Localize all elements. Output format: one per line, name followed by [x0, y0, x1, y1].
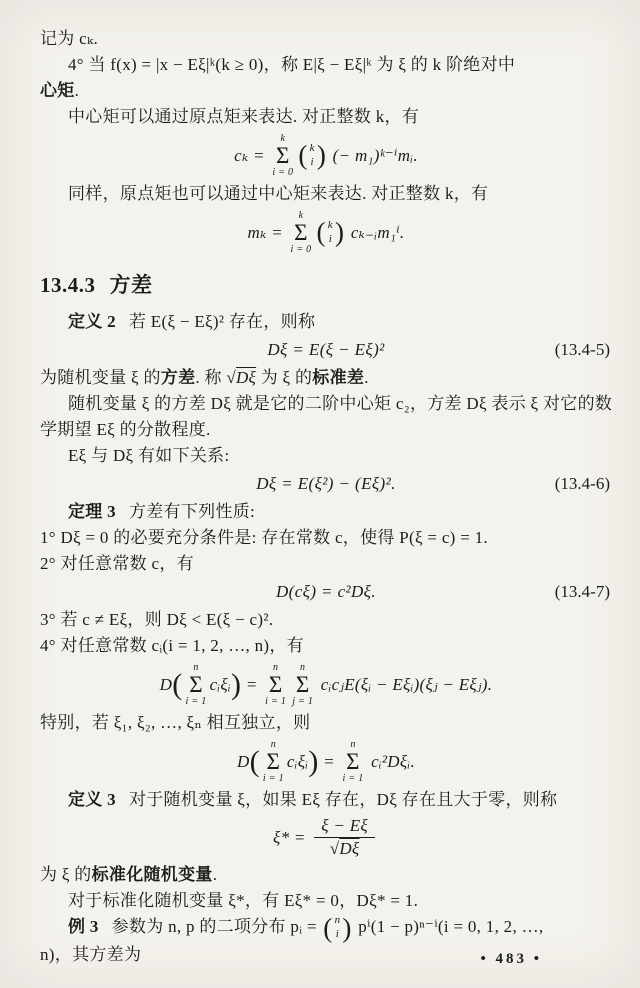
summation [186, 662, 207, 707]
property-4-line [40, 633, 612, 659]
sum-upper-limit: n [300, 662, 306, 673]
bold-term: 心矩 [40, 81, 75, 100]
sigma-symbol: Σ [189, 672, 203, 697]
line-text: . [364, 368, 369, 387]
equation-number: (13.4-6) [554, 474, 610, 493]
theorem-3-line [40, 499, 612, 525]
formula-rhs: cᵢcⱼE(ξᵢ − Eξᵢ)(ξⱼ − Eξⱼ). [316, 674, 493, 694]
line-text: 学期望 Eξ 的分散程度. [40, 420, 211, 439]
section-heading [40, 269, 612, 299]
sigma-symbol: Σ [266, 749, 281, 774]
summation [290, 210, 311, 255]
line-text: 4° 当 f(x) = |x − Eξ|ᵏ(k ≥ 0)，称 E|ξ − Eξ|ᵏ 为 ξ 的 k 阶绝对中 [68, 55, 516, 74]
body-line [40, 710, 612, 736]
equation-number: (13.4-5) [554, 340, 610, 359]
sum-argument: cᵢξᵢ [209, 674, 231, 694]
line-text: 3° 若 c ≠ Eξ，则 Dξ < E(ξ − c)². [40, 610, 274, 629]
sum-lower-limit: i = 0 [272, 167, 294, 178]
equation-number: (13.4-7) [554, 582, 610, 601]
line-text: . 称 [195, 368, 227, 387]
line-text: 对于标准化随机变量 ξ*，有 Eξ* = 0，Dξ* = 1. [68, 891, 419, 910]
formula-origin-moment-from-central [40, 210, 612, 255]
line-text: 为 ξ 的 [256, 368, 313, 387]
radicand: Dξ [339, 839, 360, 858]
radicand: Dξ [235, 368, 257, 387]
formula-rhs: cₖ₋ᵢm₁ⁱ. [346, 222, 405, 242]
example-label: 例 3 [68, 917, 99, 936]
right-paren: ) [334, 217, 345, 247]
formula-rhs: (− m₁)ᵏ⁻ⁱmᵢ. [328, 145, 418, 165]
line-text: 方差有下列性质: [128, 502, 256, 521]
line-text: 2° 对任意常数 c，有 [40, 554, 194, 573]
summation [342, 739, 363, 784]
line-text: Eξ 与 Dξ 有如下关系: [68, 446, 230, 465]
radical-sign: √ [226, 368, 236, 387]
summation [292, 662, 313, 707]
line-text: 对于随机变量 ξ，如果 Eξ 存在，Dξ 存在且大于零，则称 [128, 790, 558, 809]
line-text: 为 ξ 的 [40, 865, 92, 884]
definition-label: 定义 2 [68, 312, 116, 331]
property-2-line [40, 551, 612, 577]
property-1-line [40, 525, 612, 551]
definition-2-line [40, 309, 612, 335]
sum-lower-limit: i = 1 [265, 696, 287, 707]
definition-label: 定义 3 [68, 790, 116, 809]
binomial-coefficient [298, 142, 326, 170]
equation-body: Dξ = E(ξ²) − (Eξ)². [256, 474, 396, 493]
sum-lower-limit: i = 1 [342, 773, 364, 784]
sigma-symbol: Σ [275, 143, 290, 168]
line-text: . [212, 865, 218, 884]
body-line [40, 104, 612, 130]
line-text: . [74, 81, 80, 100]
summation [263, 739, 284, 784]
sigma-symbol: Σ [294, 220, 308, 245]
body-line [40, 78, 612, 104]
left-paren: ( [323, 912, 333, 943]
sum-upper-limit: n [270, 739, 277, 750]
right-paren: ) [316, 140, 327, 170]
formula-standardized-variable [40, 816, 612, 859]
equation-13-4-6 [40, 471, 612, 497]
left-paren: ( [316, 217, 326, 247]
sum-upper-limit: n [350, 739, 356, 750]
section-title: 方差 [109, 273, 153, 297]
binomial-coefficient [316, 219, 344, 247]
line-text: 记为 cₖ. [40, 29, 99, 48]
formula-lhs: D [237, 751, 250, 771]
line-text: 参数为 n, p 的二项分布 pᵢ = [111, 917, 322, 936]
formula-lhs: mₖ = [247, 222, 288, 242]
line-text: pⁱ(1 − p)ⁿ⁻ⁱ(i = 0, 1, 2, …, [353, 917, 544, 936]
definition-3-line [40, 787, 612, 813]
sum-upper-limit: k [280, 133, 286, 144]
binom-top: k [309, 141, 315, 154]
example-3-line [40, 914, 612, 942]
sigma-symbol: Σ [295, 672, 310, 697]
line-text: 中心矩可以通过原点矩来表达. 对正整数 k，有 [68, 107, 420, 126]
equation-13-4-5 [40, 337, 612, 363]
formula-variance-independent-sum [40, 739, 612, 784]
binom-bottom: i [328, 232, 333, 245]
line-text: 4° 对任意常数 cᵢ(i = 1, 2, …, n)，有 [40, 636, 304, 655]
summation [265, 662, 286, 707]
body-line [40, 862, 612, 888]
binomial-coefficient [323, 914, 351, 942]
bold-term-variance: 方差 [160, 368, 196, 387]
formula-lhs: cₖ = [234, 145, 270, 165]
equation-body: D(cξ) = c²Dξ. [275, 582, 377, 601]
sum-upper-limit: n [193, 662, 199, 673]
equals-sign: = [318, 751, 340, 771]
sum-lower-limit: i = 0 [290, 244, 312, 255]
line-text: 随机变量 ξ 的方差 Dξ 就是它的二阶中心矩 c₂，方差 Dξ 表示 ξ 对它的数 [68, 394, 613, 413]
binom-top: k [327, 218, 333, 231]
left-paren: ( [172, 667, 183, 701]
sum-lower-limit: i = 1 [262, 773, 284, 784]
binom-top: n [334, 914, 341, 927]
right-paren: ) [230, 667, 242, 701]
property-3-line [40, 607, 612, 633]
section-number: 13.4.3 [40, 273, 96, 297]
equation-13-4-7 [40, 579, 612, 605]
body-line [40, 443, 612, 469]
sigma-symbol: Σ [346, 749, 360, 774]
sum-upper-limit: k [298, 210, 304, 221]
bold-term-stddev: 标准差 [312, 368, 365, 387]
theorem-label: 定理 3 [68, 502, 116, 521]
equals-sign: = [241, 674, 263, 694]
formula-lhs: D [159, 674, 173, 694]
radical-sign: √ [329, 839, 340, 858]
line-text: 同样，原点矩也可以通过中心矩来表达. 对正整数 k，有 [68, 184, 489, 203]
body-line [40, 417, 612, 443]
line-text: 为随机变量 ξ 的 [40, 368, 161, 387]
fraction [314, 816, 375, 859]
fraction-denominator [330, 838, 360, 859]
sigma-symbol: Σ [268, 672, 283, 697]
right-paren: ) [308, 744, 319, 778]
binom-bottom: i [335, 928, 340, 941]
body-line [40, 365, 612, 391]
fraction-numerator: ξ − Eξ [314, 816, 375, 838]
body-line [40, 888, 612, 914]
line-text: 1° Dξ = 0 的必要充分条件是: 存在常数 c，使得 P(ξ = c) = 1. [40, 528, 488, 547]
body-line [40, 52, 612, 78]
line-text: n)，其方差为 [40, 944, 142, 964]
left-paren: ( [249, 744, 260, 778]
formula-rhs: cᵢ²Dξᵢ. [366, 751, 415, 771]
sum-argument: cᵢξᵢ [286, 751, 309, 771]
page-number: • 483 • [480, 951, 542, 967]
binom-bottom: i [310, 155, 314, 168]
formula-lhs: ξ* = [273, 827, 311, 847]
formula-central-moment-from-origin [40, 133, 612, 178]
sum-lower-limit: i = 1 [185, 696, 207, 707]
formula-variance-of-linear-combination [40, 662, 612, 707]
equation-body: Dξ = E(ξ − Eξ)² [267, 340, 385, 359]
body-line [40, 26, 612, 52]
summation [272, 133, 293, 178]
line-text: 若 E(ξ − Eξ)² 存在，则称 [128, 312, 316, 331]
sqrt-radical [226, 368, 256, 387]
left-paren: ( [298, 140, 308, 170]
line-text: 特别，若 ξ₁, ξ₂, …, ξₙ 相互独立，则 [40, 713, 311, 732]
body-line [40, 391, 612, 417]
bold-term-standardized: 标准化随机变量 [91, 865, 213, 884]
right-paren: ) [342, 912, 352, 943]
sum-upper-limit: n [273, 662, 279, 673]
body-line [40, 181, 612, 207]
sum-lower-limit: j = 1 [292, 696, 314, 707]
